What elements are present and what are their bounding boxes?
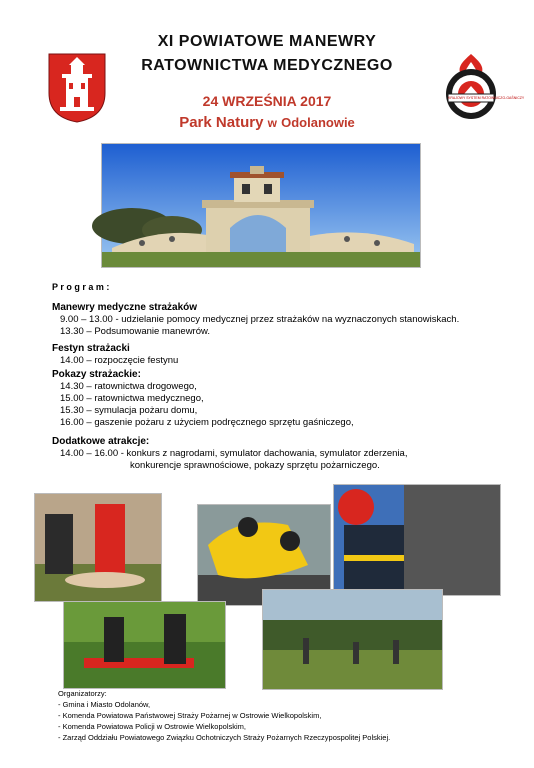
section-heading: Manewry medyczne strażaków	[52, 302, 198, 313]
field-demonstration-photo	[262, 589, 443, 690]
organizer-item: - Komenda Powiatowa Państwowej Straży Pożarnej w Ostrowie Wielkopolskim,	[58, 711, 322, 720]
program-item: 14.00 – 16.00 - konkurs z nagrodami, symulator dachowania, symulator zderzenia,	[60, 448, 408, 459]
organizer-item: - Gmina i Miasto Odolanów,	[58, 700, 151, 709]
organizer-item: - Komenda Powiatowa Policji w Ostrowie Wielkopolskim,	[58, 722, 246, 731]
organizers-block	[58, 688, 390, 743]
program-section-shows	[52, 369, 354, 429]
program-item: 9.00 – 13.00 - udzielanie pomocy medycznej przez strażaków na wyznaczonych stanowiskach.	[60, 314, 460, 325]
program-label: P r o g r a m :	[52, 282, 110, 292]
program-section-festival	[52, 343, 178, 367]
emblem-text: KRAJOWY SYSTEM RATOWNICZO-GAŚNICZY	[448, 96, 525, 100]
stretcher-rescue-photo	[63, 601, 226, 689]
event-title-line2: RATOWNICTWA MEDYCZNEGO	[141, 57, 393, 74]
program-item: konkurencje sprawnościowe, pokazy sprzętu pożarniczego.	[130, 460, 380, 471]
program-item: 15.30 – symulacja pożaru domu,	[60, 405, 198, 416]
place-preposition: w	[267, 116, 277, 130]
first-aid-training-photo	[34, 493, 162, 602]
program-item: 14.00 – rozpoczęcie festynu	[60, 355, 179, 366]
organizer-item: - Zarząd Oddziału Powiatowego Związku Ochotniczych Straży Pożarnych Rzeczypospolitej Polskiej.	[58, 733, 391, 742]
place-name: Park Natury	[179, 114, 264, 131]
section-heading: Dodatkowe atrakcje:	[52, 436, 150, 447]
event-title-line1: XI POWIATOWE MANEWRY	[157, 33, 377, 50]
event-date: 24 WRZEŚNIA 2017	[202, 93, 332, 109]
program-section-maneuvers	[52, 302, 459, 338]
program-item: 16.00 – gaszenie pożaru z użyciem podręcznego sprzętu gaśniczego,	[60, 417, 354, 428]
section-heading: Festyn strażacki	[52, 343, 130, 354]
section-heading: Pokazy strażackie:	[52, 369, 141, 380]
firefighter-rescue-tool-photo	[333, 484, 501, 596]
program-item: 15.00 – ratownictwa medycznego,	[60, 393, 204, 404]
program-item: 14.30 – ratownictwa drogowego,	[60, 381, 197, 392]
event-place	[0, 114, 534, 131]
program-item: 13.30 – Podsumowanie manewrów.	[60, 326, 210, 337]
park-gate-photo	[101, 143, 421, 268]
place-town: Odolanowie	[281, 115, 355, 130]
program-section-extras	[52, 436, 407, 472]
organizers-label: Organizatorzy:	[58, 689, 107, 698]
